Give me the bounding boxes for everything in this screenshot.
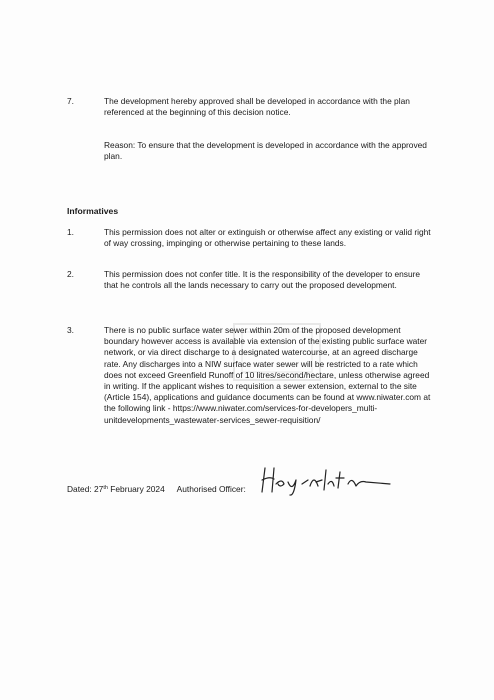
date-month-year: February 2024	[110, 484, 165, 494]
dated-label: Dated:	[67, 484, 92, 494]
condition-reason: Reason: To ensure that the development is developed in accordance with the approved plan.	[104, 140, 427, 162]
signature	[256, 462, 396, 496]
informative-text: There is no public surface water sewer within 20m of the proposed development boundary however access is available via extension of the existing public surface water network, or via direct discharge to a designated watercourse, at an agreed discharge rate. Any discharges into a NIW surface water sewer will be restricted to a rate which does not exceed Greenfield Runoff of 10 litres/second/hectare, unless otherwise agreed in writing. If the applicant wishes to requisition a sewer extension, external to the site (Article 154), applications and guidance documents can be found at www.niwater.com at the following link - https://www.niwater.com/services-for-developers_multi-unitdevelopments_wastewater-services_sewer-requisition/	[104, 325, 431, 425]
condition-text: The development hereby approved shall be developed in accordance with the plan referenced at the beginning of this decision notice.	[104, 96, 410, 118]
informative-number: 3.	[67, 325, 74, 335]
condition-number: 7.	[67, 96, 74, 106]
informative-text: This permission does not alter or extinguish or otherwise affect any existing or valid right of way crossing, impinging or otherwise pertaining to these lands.	[104, 227, 431, 249]
date-day: 27	[94, 484, 104, 494]
date-day-suffix: th	[103, 485, 108, 491]
informative-number: 1.	[67, 227, 74, 237]
officer-label: Authorised Officer:	[176, 484, 246, 494]
footer-line	[67, 484, 246, 494]
informative-text: This permission does not confer title. It is the responsibility of the developer to ensure that he controls all the lands necessary to carry out the proposed development.	[104, 269, 421, 291]
informatives-heading: Informatives	[67, 206, 119, 216]
informative-number: 2.	[67, 269, 74, 279]
watermark-stamp	[232, 322, 322, 382]
